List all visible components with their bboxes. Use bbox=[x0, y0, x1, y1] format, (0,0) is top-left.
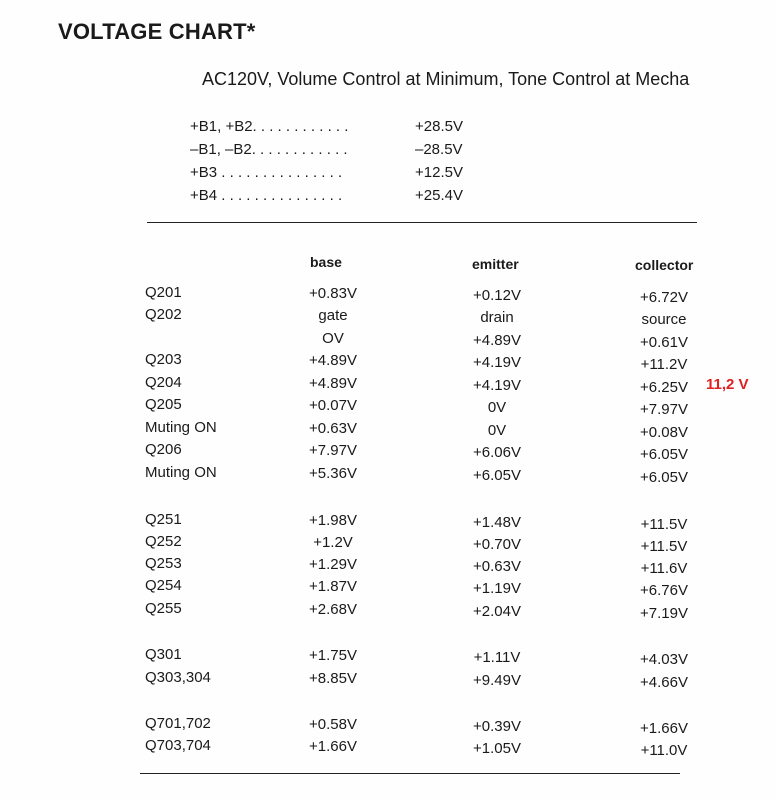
base-voltage: +1.98V bbox=[309, 512, 357, 529]
emitter-voltage: +0.63V bbox=[473, 558, 521, 575]
transistor-name: Q252 bbox=[145, 533, 182, 550]
collector-voltage: +4.03V bbox=[640, 651, 688, 668]
emitter-voltage: +1.11V bbox=[473, 649, 521, 666]
emitter-voltage: +6.05V bbox=[473, 467, 521, 484]
collector-voltage: +11.0V bbox=[640, 742, 688, 759]
supply-value: +12.5V bbox=[415, 164, 463, 181]
base-voltage: gate bbox=[318, 307, 348, 324]
transistor-name: Q206 bbox=[145, 441, 182, 458]
base-voltage: +4.89V bbox=[309, 352, 357, 369]
supply-label: +B3 . . . . . . . . . . . . . . . bbox=[190, 164, 343, 181]
emitter-voltage: +6.06V bbox=[473, 444, 521, 461]
collector-voltage: +6.76V bbox=[640, 582, 688, 599]
base-voltage: +0.58V bbox=[309, 716, 357, 733]
emitter-voltage: +0.70V bbox=[473, 536, 521, 553]
transistor-name: Q703,704 bbox=[145, 737, 211, 754]
collector-voltage: +4.66V bbox=[640, 674, 688, 691]
collector-voltage: source bbox=[641, 311, 687, 328]
transistor-name: Muting ON bbox=[145, 464, 217, 481]
collector-voltage: +1.66V bbox=[640, 720, 688, 737]
transistor-name: Q202 bbox=[145, 306, 182, 323]
emitter-voltage: +4.19V bbox=[473, 354, 521, 371]
base-voltage: +4.89V bbox=[309, 375, 357, 392]
transistor-name: Q201 bbox=[145, 284, 182, 301]
base-voltage: +1.66V bbox=[309, 738, 357, 755]
supply-label: +B1, +B2. . . . . . . . . . . . bbox=[190, 118, 349, 135]
collector-voltage: +6.25V bbox=[640, 379, 688, 396]
emitter-voltage: +4.19V bbox=[473, 377, 521, 394]
column-header-emitter: emitter bbox=[472, 256, 519, 272]
supply-label: –B1, –B2. . . . . . . . . . . . bbox=[190, 141, 348, 158]
supply-value: –28.5V bbox=[415, 141, 463, 158]
base-voltage: +8.85V bbox=[309, 670, 357, 687]
base-voltage: +1.2V bbox=[313, 534, 353, 551]
column-header-base: base bbox=[310, 254, 342, 270]
transistor-name: Q251 bbox=[145, 511, 182, 528]
collector-voltage: +11.6V bbox=[640, 560, 688, 577]
emitter-voltage: +1.19V bbox=[473, 580, 521, 597]
collector-voltage: +11.5V bbox=[640, 516, 688, 533]
top-divider bbox=[147, 222, 697, 223]
transistor-name: Q303,304 bbox=[145, 669, 211, 686]
emitter-voltage: drain bbox=[480, 309, 514, 326]
transistor-name: Q205 bbox=[145, 396, 182, 413]
transistor-name: Q255 bbox=[145, 600, 182, 617]
collector-voltage: +0.08V bbox=[640, 424, 688, 441]
emitter-voltage: 0V bbox=[487, 399, 507, 416]
collector-voltage: +7.19V bbox=[640, 605, 688, 622]
column-header-collector: collector bbox=[635, 257, 694, 273]
base-voltage: +1.29V bbox=[309, 556, 357, 573]
transistor-name: Q203 bbox=[145, 351, 182, 368]
base-voltage: +0.63V bbox=[309, 420, 357, 437]
emitter-voltage: +0.39V bbox=[473, 718, 521, 735]
transistor-name: Q701,702 bbox=[145, 715, 211, 732]
emitter-voltage: +4.89V bbox=[473, 332, 521, 349]
transistor-name: Q204 bbox=[145, 374, 182, 391]
transistor-name: Q301 bbox=[145, 646, 182, 663]
base-voltage: +0.07V bbox=[309, 397, 357, 414]
emitter-voltage: +1.05V bbox=[473, 740, 521, 757]
transistor-name: Q254 bbox=[145, 577, 182, 594]
handwritten-correction-note: 11,2 V bbox=[706, 376, 749, 393]
base-voltage: +7.97V bbox=[309, 442, 357, 459]
supply-value: +25.4V bbox=[415, 187, 463, 204]
emitter-voltage: 0V bbox=[487, 422, 507, 439]
page-title: VOLTAGE CHART* bbox=[58, 19, 256, 44]
emitter-voltage: +1.48V bbox=[473, 514, 521, 531]
collector-voltage: +11.2V bbox=[640, 356, 688, 373]
base-voltage: +1.75V bbox=[309, 647, 357, 664]
emitter-voltage: +0.12V bbox=[473, 287, 521, 304]
transistor-name: Muting ON bbox=[145, 419, 217, 436]
base-voltage: +0.83V bbox=[309, 285, 357, 302]
base-voltage: +1.87V bbox=[309, 578, 357, 595]
conditions-subtitle: AC120V, Volume Control at Minimum, Tone Control at Mecha bbox=[202, 69, 690, 89]
collector-voltage: +0.61V bbox=[640, 334, 688, 351]
collector-voltage: +6.72V bbox=[640, 289, 688, 306]
transistor-name: Q253 bbox=[145, 555, 182, 572]
collector-voltage: +6.05V bbox=[640, 469, 688, 486]
base-voltage: +5.36V bbox=[309, 465, 357, 482]
supply-value: +28.5V bbox=[415, 118, 463, 135]
base-voltage: +2.68V bbox=[309, 601, 357, 618]
collector-voltage: +11.5V bbox=[640, 538, 688, 555]
collector-voltage: +6.05V bbox=[640, 446, 688, 463]
emitter-voltage: +2.04V bbox=[473, 603, 521, 620]
bottom-divider bbox=[140, 773, 680, 774]
base-voltage: OV bbox=[322, 330, 344, 347]
collector-voltage: +7.97V bbox=[640, 401, 688, 418]
supply-label: +B4 . . . . . . . . . . . . . . . bbox=[190, 187, 343, 204]
emitter-voltage: +9.49V bbox=[473, 672, 521, 689]
